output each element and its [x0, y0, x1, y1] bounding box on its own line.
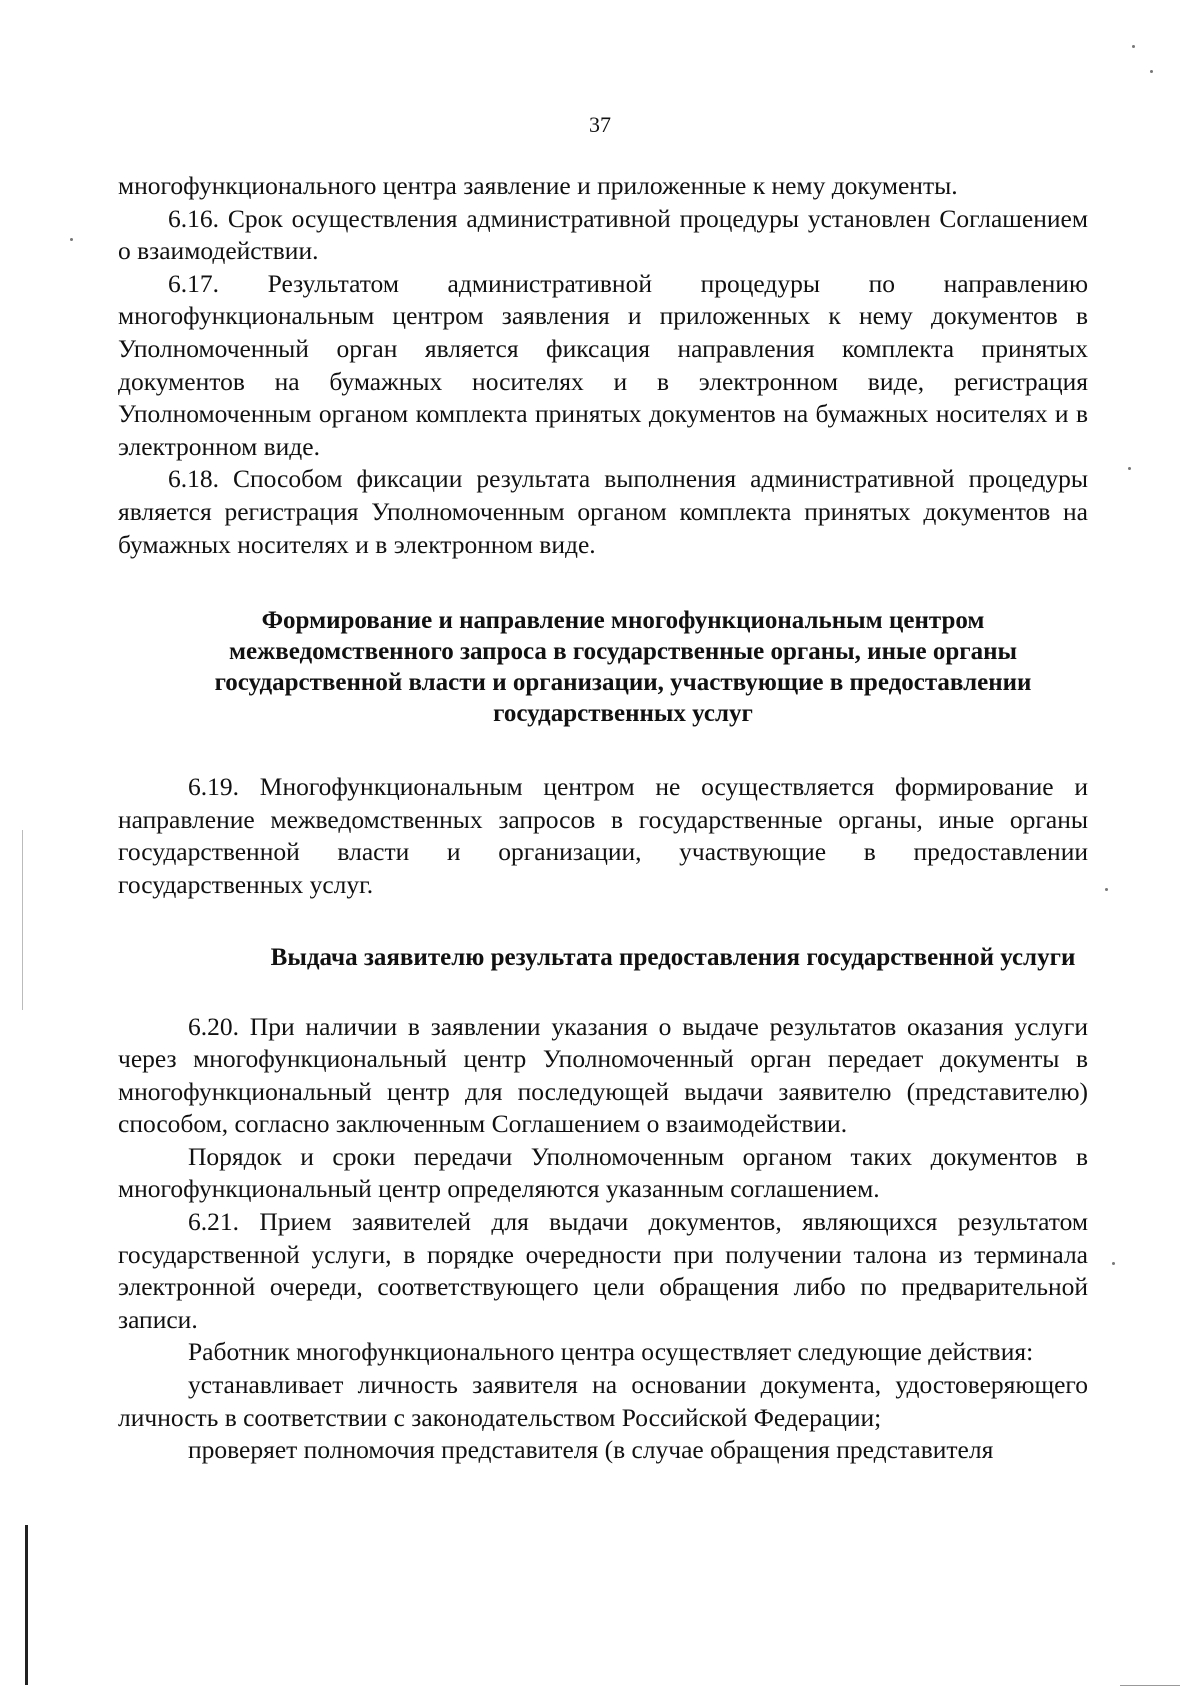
scan-speck [1105, 888, 1108, 891]
paragraph: проверяет полномочия представителя (в случае обращения представителя [188, 1435, 994, 1465]
section-top-paragraphs [118, 170, 1088, 561]
scan-speck [70, 238, 73, 241]
scan-edge-line [25, 1525, 28, 1685]
section-heading-result-issuance: Выдача заявителю результата предоставления государственной услуги [270, 943, 1076, 971]
paragraph: Работник многофункционального центра осуществляет следующие действия: [188, 1337, 1034, 1367]
paragraph: устанавливает личность заявителя на основании документа, удостоверяющего личность в соответствии с законодательством Российской Федерации; [118, 1370, 1088, 1432]
page-number: 37 [589, 112, 611, 137]
paragraph: 6.17. Результатом административной процедуры по направлению многофункциональным центром заявления и приложенных к нему документов в Уполномоченный орган является фиксация направления комплекта принятых документов на бумажных носителях и в электронном виде, регистрация Уполномоченным органом комплекта принятых документов на бумажных носителях и в электронном виде. [118, 268, 1088, 461]
scan-speck [1128, 467, 1131, 470]
scan-edge-line-faint [22, 830, 23, 1010]
document-body [118, 170, 1088, 1467]
paragraph-6-19: 6.19. Многофункциональным центром не осуществляется формирование и направление межведомственных запросов в государственные органы, иные органы государственной власти и организации, участвующие в предоставлении государственных услуг. [118, 772, 1088, 899]
paragraph: Порядок и сроки передачи Уполномоченным органом таких документов в многофункциональный центр определяются указанным соглашением. [118, 1141, 1088, 1204]
paragraph: 6.21. Прием заявителей для выдачи документов, являющихся результатом государственной услуги, в порядке очередности при получении талона из терминала электронной очереди, соответствующего цели обращения либо по предварительной записи. [118, 1207, 1088, 1334]
scan-speck [1112, 1262, 1115, 1265]
section-bottom-paragraphs [118, 1011, 1088, 1467]
paragraph: 6.20. При наличии в заявлении указания о выдаче результатов оказания услуги через многофункциональный центр Уполномоченный орган передает документы в многофункциональный центр для последующей выдачи заявителю (представителю) способом, согласно заключенным Соглашением о взаимодействии. [118, 1011, 1088, 1139]
paragraph: 6.16. Срок осуществления административной процедуры установлен Соглашением о взаимодействии. [118, 203, 1088, 266]
scan-speck [1150, 70, 1153, 73]
scan-speck [1132, 45, 1135, 48]
paragraph: 6.18. Способом фиксации результата выполнения административной процедуры является регистрация Уполномоченным органом комплекта принятых документов на бумажных носителях и в электронном виде. [118, 464, 1088, 559]
section-heading-interagency-request: Формирование и направление многофункциональным центром межведомственного запроса в государственные органы, иные органы государственной власти и организации, участвующие в предоставлении государственных услуг [214, 607, 1032, 728]
scan-edge-dash [1120, 1685, 1180, 1686]
paragraph: многофункционального центра заявление и приложенные к нему документы. [118, 171, 958, 200]
